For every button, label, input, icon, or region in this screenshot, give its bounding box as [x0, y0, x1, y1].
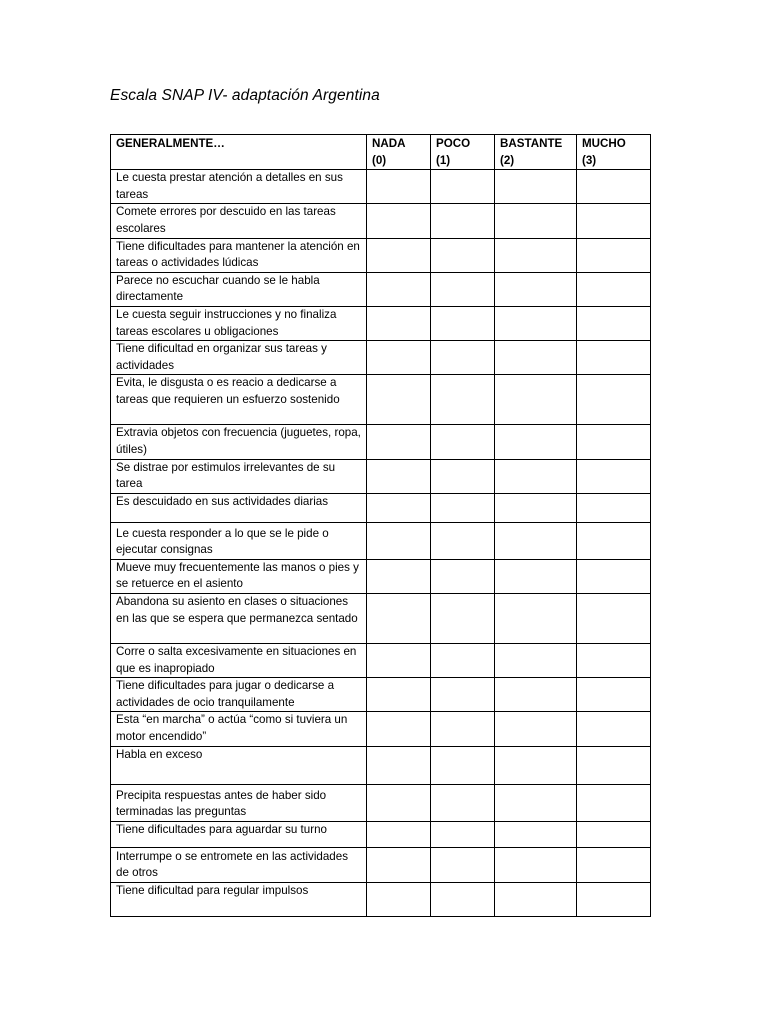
cell-mucho[interactable] [577, 746, 651, 784]
table-row [111, 204, 651, 238]
cell-nada[interactable] [367, 847, 431, 882]
cell-bastante[interactable] [495, 522, 577, 559]
header-col-value: (2) [500, 153, 515, 167]
row-item-text: Habla en exceso [111, 746, 367, 784]
cell-mucho[interactable] [577, 678, 651, 712]
cell-poco[interactable] [431, 746, 495, 784]
header-col-label: MUCHO [582, 137, 626, 150]
table-row [111, 712, 651, 746]
cell-mucho[interactable] [577, 204, 651, 238]
table-row [111, 746, 651, 784]
row-item-text: Interrumpe o se entromete en las actividades de otros [111, 847, 367, 882]
cell-bastante[interactable] [495, 746, 577, 784]
table-row [111, 170, 651, 204]
cell-nada[interactable] [367, 238, 431, 272]
row-item-text: Es descuidado en sus actividades diarias [111, 493, 367, 522]
cell-poco[interactable] [431, 821, 495, 847]
table-row [111, 847, 651, 882]
table-row [111, 559, 651, 593]
cell-poco[interactable] [431, 306, 495, 340]
row-item-text: Tiene dificultad en organizar sus tareas y actividades [111, 341, 367, 375]
cell-bastante[interactable] [495, 847, 577, 882]
row-item-text: Mueve muy frecuentemente las manos o pies y se retuerce en el asiento [111, 559, 367, 593]
table-row [111, 784, 651, 821]
cell-mucho[interactable] [577, 425, 651, 459]
cell-nada[interactable] [367, 678, 431, 712]
cell-nada[interactable] [367, 883, 431, 917]
header-col-value: (3) [582, 153, 597, 167]
cell-poco[interactable] [431, 425, 495, 459]
cell-poco[interactable] [431, 238, 495, 272]
row-item-text: Le cuesta responder a lo que se le pide o ejecutar consignas [111, 522, 367, 559]
table-row [111, 459, 651, 493]
cell-nada[interactable] [367, 272, 431, 306]
table-row [111, 678, 651, 712]
cell-nada[interactable] [367, 522, 431, 559]
cell-mucho[interactable] [577, 847, 651, 882]
table-row [111, 493, 651, 522]
cell-bastante[interactable] [495, 341, 577, 375]
cell-poco[interactable] [431, 493, 495, 522]
table-row [111, 341, 651, 375]
cell-poco[interactable] [431, 375, 495, 425]
cell-poco[interactable] [431, 712, 495, 746]
header-col-nada [367, 135, 431, 170]
cell-mucho[interactable] [577, 821, 651, 847]
row-item-text: Precipita respuestas antes de haber sido terminadas las preguntas [111, 784, 367, 821]
cell-nada[interactable] [367, 306, 431, 340]
row-item-text: Extravia objetos con frecuencia (juguetes, ropa, útiles) [111, 425, 367, 459]
cell-mucho[interactable] [577, 883, 651, 917]
cell-poco[interactable] [431, 644, 495, 678]
row-item-text: Comete errores por descuido en las tareas escolares [111, 204, 367, 238]
cell-mucho[interactable] [577, 375, 651, 425]
row-item-text: Evita, le disgusta o es reacio a dedicarse a tareas que requieren un esfuerzo sostenido [111, 375, 367, 425]
cell-bastante[interactable] [495, 644, 577, 678]
cell-bastante[interactable] [495, 272, 577, 306]
table-row [111, 375, 651, 425]
cell-poco[interactable] [431, 883, 495, 917]
row-item-text: Tiene dificultad para regular impulsos [111, 883, 367, 917]
cell-bastante[interactable] [495, 784, 577, 821]
cell-mucho[interactable] [577, 341, 651, 375]
header-col-value: (0) [372, 153, 387, 167]
row-item-text: Tiene dificultades para aguardar su turno [111, 821, 367, 847]
cell-bastante[interactable] [495, 493, 577, 522]
cell-poco[interactable] [431, 522, 495, 559]
cell-bastante[interactable] [495, 425, 577, 459]
cell-poco[interactable] [431, 594, 495, 644]
cell-nada[interactable] [367, 746, 431, 784]
cell-poco[interactable] [431, 784, 495, 821]
cell-bastante[interactable] [495, 712, 577, 746]
cell-mucho[interactable] [577, 559, 651, 593]
table-row [111, 594, 651, 644]
cell-nada[interactable] [367, 341, 431, 375]
cell-poco[interactable] [431, 559, 495, 593]
cell-bastante[interactable] [495, 559, 577, 593]
header-col-poco [431, 135, 495, 170]
cell-nada[interactable] [367, 712, 431, 746]
cell-nada[interactable] [367, 204, 431, 238]
cell-mucho[interactable] [577, 272, 651, 306]
table-row [111, 425, 651, 459]
cell-nada[interactable] [367, 784, 431, 821]
cell-mucho[interactable] [577, 522, 651, 559]
cell-poco[interactable] [431, 204, 495, 238]
cell-mucho[interactable] [577, 594, 651, 644]
row-item-text: Le cuesta seguir instrucciones y no finaliza tareas escolares u obligaciones [111, 306, 367, 340]
table-row [111, 238, 651, 272]
cell-poco[interactable] [431, 272, 495, 306]
cell-bastante[interactable] [495, 883, 577, 917]
header-col-label: BASTANTE [500, 137, 563, 150]
cell-nada[interactable] [367, 493, 431, 522]
row-item-text: Tiene dificultades para jugar o dedicarse a actividades de ocio tranquilamente [111, 678, 367, 712]
cell-poco[interactable] [431, 170, 495, 204]
header-col-label: NADA [372, 137, 406, 150]
row-item-text: Corre o salta excesivamente en situaciones en que es inapropiado [111, 644, 367, 678]
table-row [111, 306, 651, 340]
cell-mucho[interactable] [577, 644, 651, 678]
header-col-bastante [495, 135, 577, 170]
table-row [111, 883, 651, 917]
cell-bastante[interactable] [495, 594, 577, 644]
cell-mucho[interactable] [577, 784, 651, 821]
cell-bastante[interactable] [495, 306, 577, 340]
cell-mucho[interactable] [577, 712, 651, 746]
cell-bastante[interactable] [495, 238, 577, 272]
cell-bastante[interactable] [495, 678, 577, 712]
cell-poco[interactable] [431, 847, 495, 882]
table-header-row [111, 135, 651, 170]
cell-nada[interactable] [367, 170, 431, 204]
cell-mucho[interactable] [577, 493, 651, 522]
header-col-label: POCO [436, 137, 471, 150]
row-item-text: Tiene dificultades para mantener la atención en tareas o actividades lúdicas [111, 238, 367, 272]
header-col-mucho [577, 135, 651, 170]
cell-nada[interactable] [367, 594, 431, 644]
row-item-text: Parece no escuchar cuando se le habla directamente [111, 272, 367, 306]
cell-nada[interactable] [367, 644, 431, 678]
cell-bastante[interactable] [495, 821, 577, 847]
cell-mucho[interactable] [577, 170, 651, 204]
row-item-text: Esta “en marcha” o actúa “como si tuviera un motor encendido” [111, 712, 367, 746]
cell-mucho[interactable] [577, 306, 651, 340]
document-title: Escala SNAP IV- adaptación Argentina [110, 87, 380, 104]
cell-bastante[interactable] [495, 170, 577, 204]
cell-poco[interactable] [431, 459, 495, 493]
header-item-label: GENERALMENTE… [111, 135, 367, 170]
row-item-text: Se distrae por estimulos irrelevantes de su tarea [111, 459, 367, 493]
cell-bastante[interactable] [495, 459, 577, 493]
cell-poco[interactable] [431, 678, 495, 712]
table-row [111, 272, 651, 306]
cell-nada[interactable] [367, 821, 431, 847]
cell-nada[interactable] [367, 559, 431, 593]
header-col-value: (1) [436, 153, 451, 167]
row-item-text: Abandona su asiento en clases o situaciones en las que se espera que permanezca sentado [111, 594, 367, 644]
table-row [111, 644, 651, 678]
table-row [111, 522, 651, 559]
cell-mucho[interactable] [577, 238, 651, 272]
table-row [111, 821, 651, 847]
cell-mucho[interactable] [577, 459, 651, 493]
cell-bastante[interactable] [495, 204, 577, 238]
cell-poco[interactable] [431, 341, 495, 375]
cell-nada[interactable] [367, 459, 431, 493]
cell-nada[interactable] [367, 425, 431, 459]
cell-bastante[interactable] [495, 375, 577, 425]
snap-iv-scale-table [110, 134, 651, 917]
cell-nada[interactable] [367, 375, 431, 425]
row-item-text: Le cuesta prestar atención a detalles en sus tareas [111, 170, 367, 204]
